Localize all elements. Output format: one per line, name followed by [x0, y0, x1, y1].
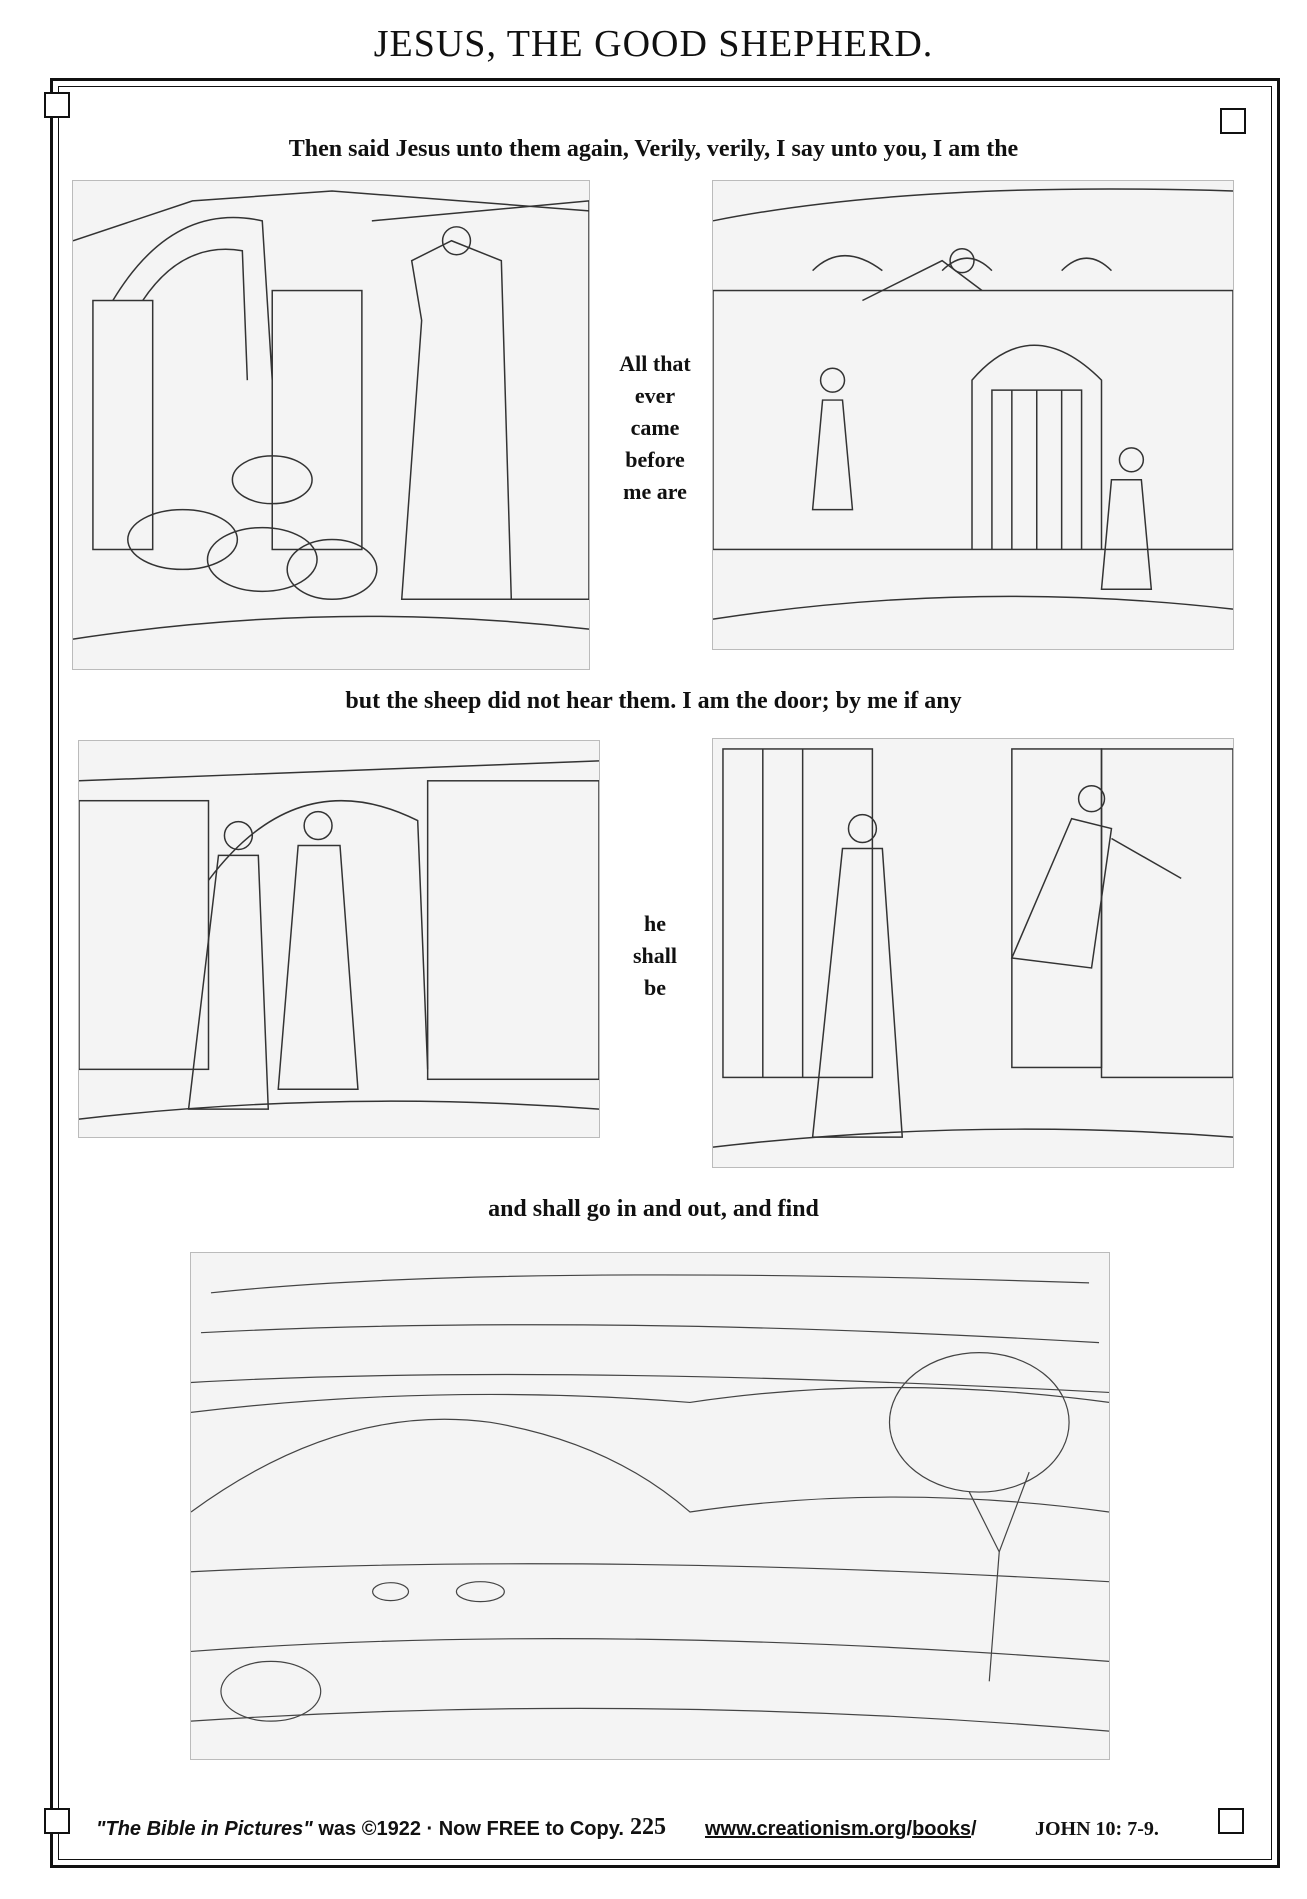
copyright-notice: was ©1922 · Now FREE to Copy. [318, 1818, 624, 1840]
verse-side-1-line: ever [634, 383, 676, 408]
verse-side-2-line: he [644, 911, 666, 936]
website-separator: / [971, 1818, 977, 1840]
verse-side-1-line: All that [619, 351, 691, 376]
verse-line-1: Then said Jesus unto them again, Verily, verily, I say unto you, I am the [288, 136, 1019, 162]
verse-side-2-line: shall [632, 943, 678, 968]
website-domain[interactable]: www.creationism.org [705, 1818, 907, 1840]
illustration-thieves-climbing-wall [712, 180, 1234, 650]
footer-copyright [96, 1818, 624, 1841]
verse-line-3: and shall go in and out, and find [488, 1196, 819, 1222]
illustration-man-fleeing-through-door [712, 738, 1234, 1168]
corner-ornament-top-left [44, 92, 70, 118]
corner-ornament-bottom-right [1218, 1808, 1244, 1834]
page-number: 225 [630, 1814, 666, 1840]
website-path[interactable]: books [912, 1818, 971, 1840]
illustration-pasture-landscape [190, 1252, 1110, 1760]
verse-side-2 [605, 908, 705, 1004]
verse-side-1-line: me are [623, 479, 687, 504]
corner-ornament-bottom-left [44, 1808, 70, 1834]
verse-line-2: but the sheep did not hear them. I am the door; by me if any [345, 688, 962, 714]
illustration-shepherd-with-sheep [72, 180, 590, 670]
verse-side-1-line: before [625, 447, 685, 472]
corner-ornament-top-right [1220, 108, 1246, 134]
scripture-reference: JOHN 10: 7-9. [1035, 1818, 1159, 1840]
website-separator: / [906, 1818, 913, 1840]
verse-side-1 [600, 348, 710, 508]
illustration-two-men-at-gate [78, 740, 600, 1138]
website-link[interactable] [705, 1818, 977, 1841]
verse-side-1-line: came [630, 415, 680, 440]
page-title: JESUS, THE GOOD SHEPHERD. [373, 23, 934, 65]
book-title: "The Bible in Pictures" [96, 1818, 313, 1840]
verse-side-2-line: be [644, 975, 666, 1000]
